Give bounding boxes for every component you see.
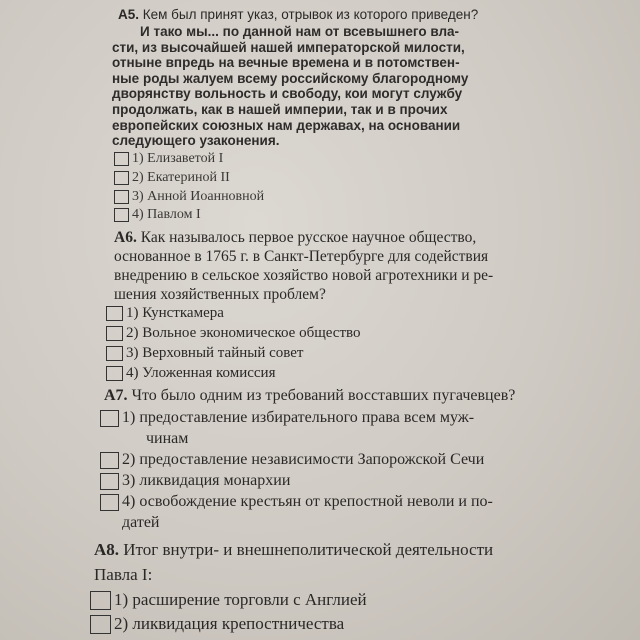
a6-question-line: основанное в 1765 г. в Санкт-Петербурге для содействия — [114, 248, 489, 265]
checkbox[interactable] — [100, 494, 119, 511]
a6-option-label: 1) Кунсткамера — [126, 305, 224, 321]
a5-question — [118, 6, 478, 24]
a5-quote-line: европейских союзных нам державах, на основании — [112, 117, 461, 133]
a5-quote-line: сти, из высочайшей нашей императорской милости, — [112, 39, 465, 55]
a8-question-line — [94, 540, 493, 560]
a5-option[interactable] — [114, 189, 264, 205]
a6-option[interactable] — [106, 305, 224, 322]
checkbox[interactable] — [106, 326, 123, 341]
checkbox[interactable] — [90, 591, 111, 610]
a7-option-label: 1) предоставление избирательного права всем муж- — [122, 409, 475, 426]
a5-quote — [112, 24, 532, 149]
checkbox[interactable] — [114, 152, 129, 166]
checkbox[interactable] — [106, 306, 123, 321]
a5-option[interactable] — [114, 207, 201, 223]
a7-question-text: Что было одним из требований восставших пугачевцев? — [131, 387, 516, 404]
a5-quote-line: отныне впредь на вечные времена и в потомствен- — [112, 55, 460, 71]
a6-option[interactable] — [106, 325, 360, 342]
a7-option-label: 3) ликвидация монархии — [122, 472, 291, 489]
a7-option-continuation: чинам — [146, 430, 189, 447]
checkbox[interactable] — [100, 410, 119, 427]
a8-option[interactable] — [90, 614, 344, 634]
checkbox[interactable] — [114, 190, 129, 204]
a7-option-label: 4) освобождение крестьян от крепостной неволи и по- — [122, 493, 493, 510]
a7-option[interactable] — [100, 409, 474, 427]
a6-option[interactable] — [106, 345, 303, 362]
checkbox[interactable] — [114, 171, 129, 185]
a5-option-label: 3) Анной Иоанновной — [132, 189, 265, 204]
a5-option[interactable] — [114, 151, 223, 167]
checkbox[interactable] — [90, 615, 111, 634]
a8-question-text: Итог внутри- и внешнеполитической деятельности — [123, 540, 494, 559]
a8-option[interactable] — [90, 590, 367, 610]
a6-option-label: 2) Вольное экономическое общество — [126, 325, 361, 341]
a5-label: А5. — [118, 7, 140, 22]
a6-question-text: Как называлось первое русское научное общество, — [140, 229, 477, 246]
a5-option-label: 2) Екатериной II — [132, 170, 230, 185]
a6-option-label: 3) Верховный тайный совет — [126, 345, 304, 361]
checkbox[interactable] — [100, 452, 119, 469]
a6-question-line — [114, 229, 476, 247]
checkbox[interactable] — [106, 366, 123, 381]
a5-option-label: 1) Елизаветой I — [132, 151, 224, 166]
a5-quote-line: дворянству вольность и свободу, кои могут службу — [112, 86, 463, 102]
a7-option-label: 2) предоставление независимости Запорожской Сечи — [122, 451, 485, 468]
checkbox[interactable] — [114, 208, 129, 222]
a5-question-text: Кем был принят указ, отрывок из которого приведен? — [142, 7, 479, 22]
a5-quote-line: следующего узаконения. — [112, 133, 280, 149]
a6-question-line: шения хозяйственных проблем? — [114, 286, 326, 303]
checkbox[interactable] — [106, 346, 123, 361]
a5-option-label: 4) Павлом I — [132, 207, 201, 222]
a6-label: А6. — [114, 229, 137, 246]
a8-label: А8. — [94, 540, 120, 559]
a6-option[interactable] — [106, 365, 275, 382]
a5-quote-line: ные роды жалуем всему российскому благородному — [112, 70, 469, 86]
a5-option[interactable] — [114, 170, 230, 186]
a7-option[interactable] — [100, 451, 484, 469]
a7-option[interactable] — [100, 472, 290, 490]
a8-option-label: 1) расширение торговли с Англией — [114, 590, 367, 609]
a5-quote-line: И тако мы... по данной нам от всевышнего вла- — [140, 24, 460, 39]
a6-question-line: внедрению в сельское хозяйство новой агротехники и ре- — [114, 267, 494, 284]
a7-label: А7. — [104, 387, 128, 404]
a7-option-continuation: датей — [122, 514, 160, 531]
checkbox[interactable] — [100, 473, 119, 490]
a8-option-label: 2) ликвидация крепостничества — [114, 614, 345, 633]
a7-question — [104, 387, 515, 405]
a5-quote-line: продолжать, как в нашей империи, так и в прочих — [112, 101, 448, 117]
a8-question-line: Павла I: — [94, 565, 153, 584]
a7-option[interactable] — [100, 493, 493, 511]
a6-option-label: 4) Уложенная комиссия — [126, 365, 276, 381]
